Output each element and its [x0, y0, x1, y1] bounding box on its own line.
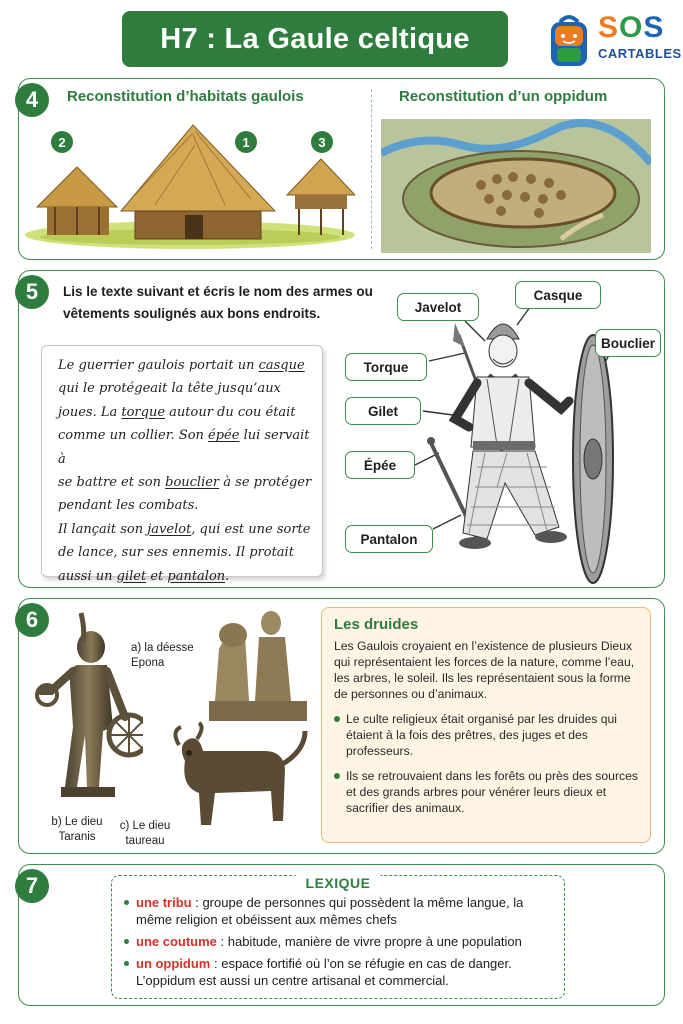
heading-habitats: Reconstitution d’habitats gaulois [67, 88, 304, 105]
warrior-text-card [41, 345, 323, 584]
section-number-6: 6 [15, 603, 49, 637]
section-lexique [18, 864, 665, 1006]
label-epee: Épée [345, 451, 415, 479]
lexique-box [111, 875, 565, 999]
bull-statue-illustration [155, 721, 315, 841]
heading-oppidum: Reconstitution d’un oppidum [399, 88, 608, 105]
label-torque: Torque [345, 353, 427, 381]
lexique-title: LEXIQUE [296, 875, 381, 891]
label-javelot: Javelot [397, 293, 479, 321]
druids-title: Les druides [334, 616, 419, 633]
section-number-4: 4 [15, 83, 49, 117]
section-number-5: 5 [15, 275, 49, 309]
gaulish-huts-illustration [25, 115, 355, 251]
lexique-item: une tribu : groupe de personnes qui possèdent la même langue, la même religion et obéissent aux mêmes chefs [124, 894, 552, 928]
section-habitats [18, 78, 665, 260]
warrior-text: Le guerrier gaulois portait un casque qui le protégeait la tête jusqu’aux joues. La torque autour du cou était comme un collier. Son épée lui servait à se battre et son bouclier à se protéger pendant les combats. Il lançait son javelot, qui est une sorte de lance, sur ses ennemis. Il protait aussi un gilet et pantalon. [58, 358, 312, 584]
title-banner [122, 11, 508, 67]
epona-statue-illustration [205, 605, 315, 725]
badge-3: 3 [311, 131, 333, 153]
section-number-7: 7 [15, 869, 49, 903]
page-title: H7 : La Gaule celtique [160, 22, 470, 55]
taranis-statue-illustration [33, 607, 143, 817]
section-religion [18, 598, 665, 854]
label-bouclier: Bouclier [595, 329, 661, 357]
logo-cartables: CARTABLES [598, 46, 682, 61]
caption-taranis: b) Le dieu Taranis [51, 816, 103, 843]
druids-box [321, 607, 651, 843]
badge-2: 2 [51, 131, 73, 153]
druids-bullet-2: Ils se retrouvaient dans les forêts ou près des sources et des grands arbres pour vénérer leurs dieux et sacrifier des animaux. [334, 768, 638, 816]
label-gilet: Gilet [345, 397, 421, 425]
backpack-icon [546, 14, 592, 70]
label-casque: Casque [515, 281, 601, 309]
caption-taureau: c) Le dieu taureau [119, 820, 171, 847]
logo-sos: SOS [598, 11, 665, 44]
sos-cartables-logo [542, 8, 682, 70]
druids-bullet-1: Le culte religieux était organisé par les druides qui étaient à la fois des prêtres, des juges et des professeurs. [334, 711, 638, 759]
oppidum-illustration [381, 119, 651, 253]
label-pantalon: Pantalon [345, 525, 433, 553]
caption-epona: a) la déesse Epona [131, 642, 194, 669]
exercise-instruction: Lis le texte suivant et écris le nom des armes ou vêtements soulignés aux bons endroits. [63, 284, 373, 321]
lexique-item: une coutume : habitude, manière de vivre propre à une population [124, 933, 552, 950]
lexique-item: un oppidum : espace fortifié où l’on se réfugie en cas de danger. L’oppidum est aussi un centre artisanal et commercial. [124, 955, 552, 989]
section-divider [371, 89, 372, 249]
badge-1: 1 [235, 131, 257, 153]
druids-paragraph: Les Gaulois croyaient en l’existence de plusieurs Dieux qui représentaient les forces de la nature, comme l’eau, les arbres, le soleil. Ils les représentaient sous la forme de personnes ou d’animaux. [334, 639, 635, 701]
section-warrior [18, 270, 665, 588]
